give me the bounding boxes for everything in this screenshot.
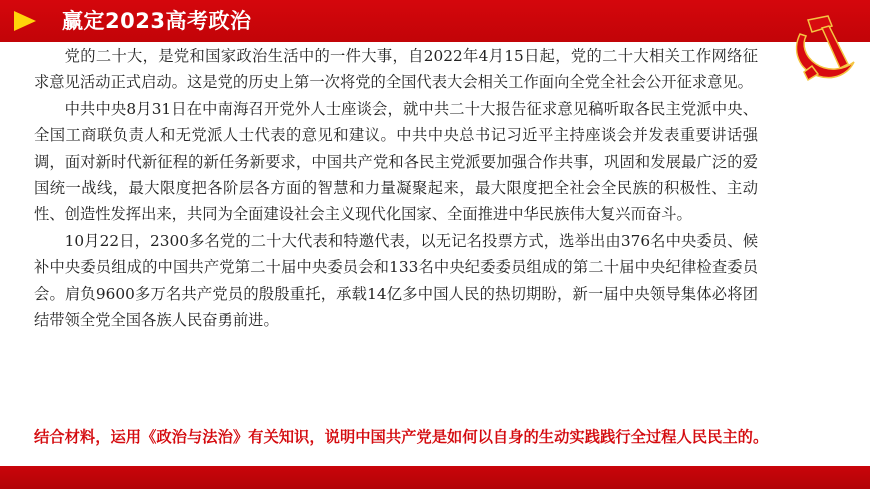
material-text — [34, 43, 758, 333]
play-arrow-icon — [14, 11, 36, 31]
question-text: 结合材料，运用《政治与法治》有关知识，说明中国共产党是如何以自身的生动实践践行全过程人民民主的。 — [34, 428, 769, 446]
paragraph-2: 中共中央8月31日在中南海召开党外人士座谈会，就中共二十大报告征求意见稿听取各民主党派中央、全国工商联负责人和无党派人士代表的意见和建议。中共中央总书记习近平主持座谈会并发表重要讲话强调，面对新时代新征程的新任务新要求，中国共产党和各民主党派要加强合作共事，巩固和发展最广泛的爱国统一战线，最大限度把各阶层各方面的智慧和力量凝聚起来，最大限度把全社会全民族的积极性、主动性、创造性发挥出来，共同为全面建设社会主义现代化国家、全面推进中华民族伟大复兴而奋斗。 — [34, 99, 758, 224]
page-title: 赢定2023高考政治 — [62, 9, 252, 33]
footer-bar — [0, 466, 870, 489]
paragraph-3: 10月22日，2300多名党的二十大代表和特邀代表，以无记名投票方式，选举出由376名中央委员、候补中央委员组成的中国共产党第二十届中央委员会和133名中央纪委委员组成的第二十届中央纪律检查委员会。肩负9600多万名共产党员的殷殷重托，承载14亿多中国人民的热切期盼，新一届中央领导集体必将团结带领全党全国各族人民奋勇前进。 — [34, 231, 758, 330]
paragraph-1: 党的二十大，是党和国家政治生活中的一件大事，自2022年4月15日起，党的二十大相关工作网络征求意见活动正式启动。这是党的历史上第一次将党的全国代表大会相关工作面向全党全社会公开征求意见。 — [34, 47, 758, 92]
hammer-sickle-icon — [782, 6, 862, 86]
header-bar — [0, 0, 870, 42]
